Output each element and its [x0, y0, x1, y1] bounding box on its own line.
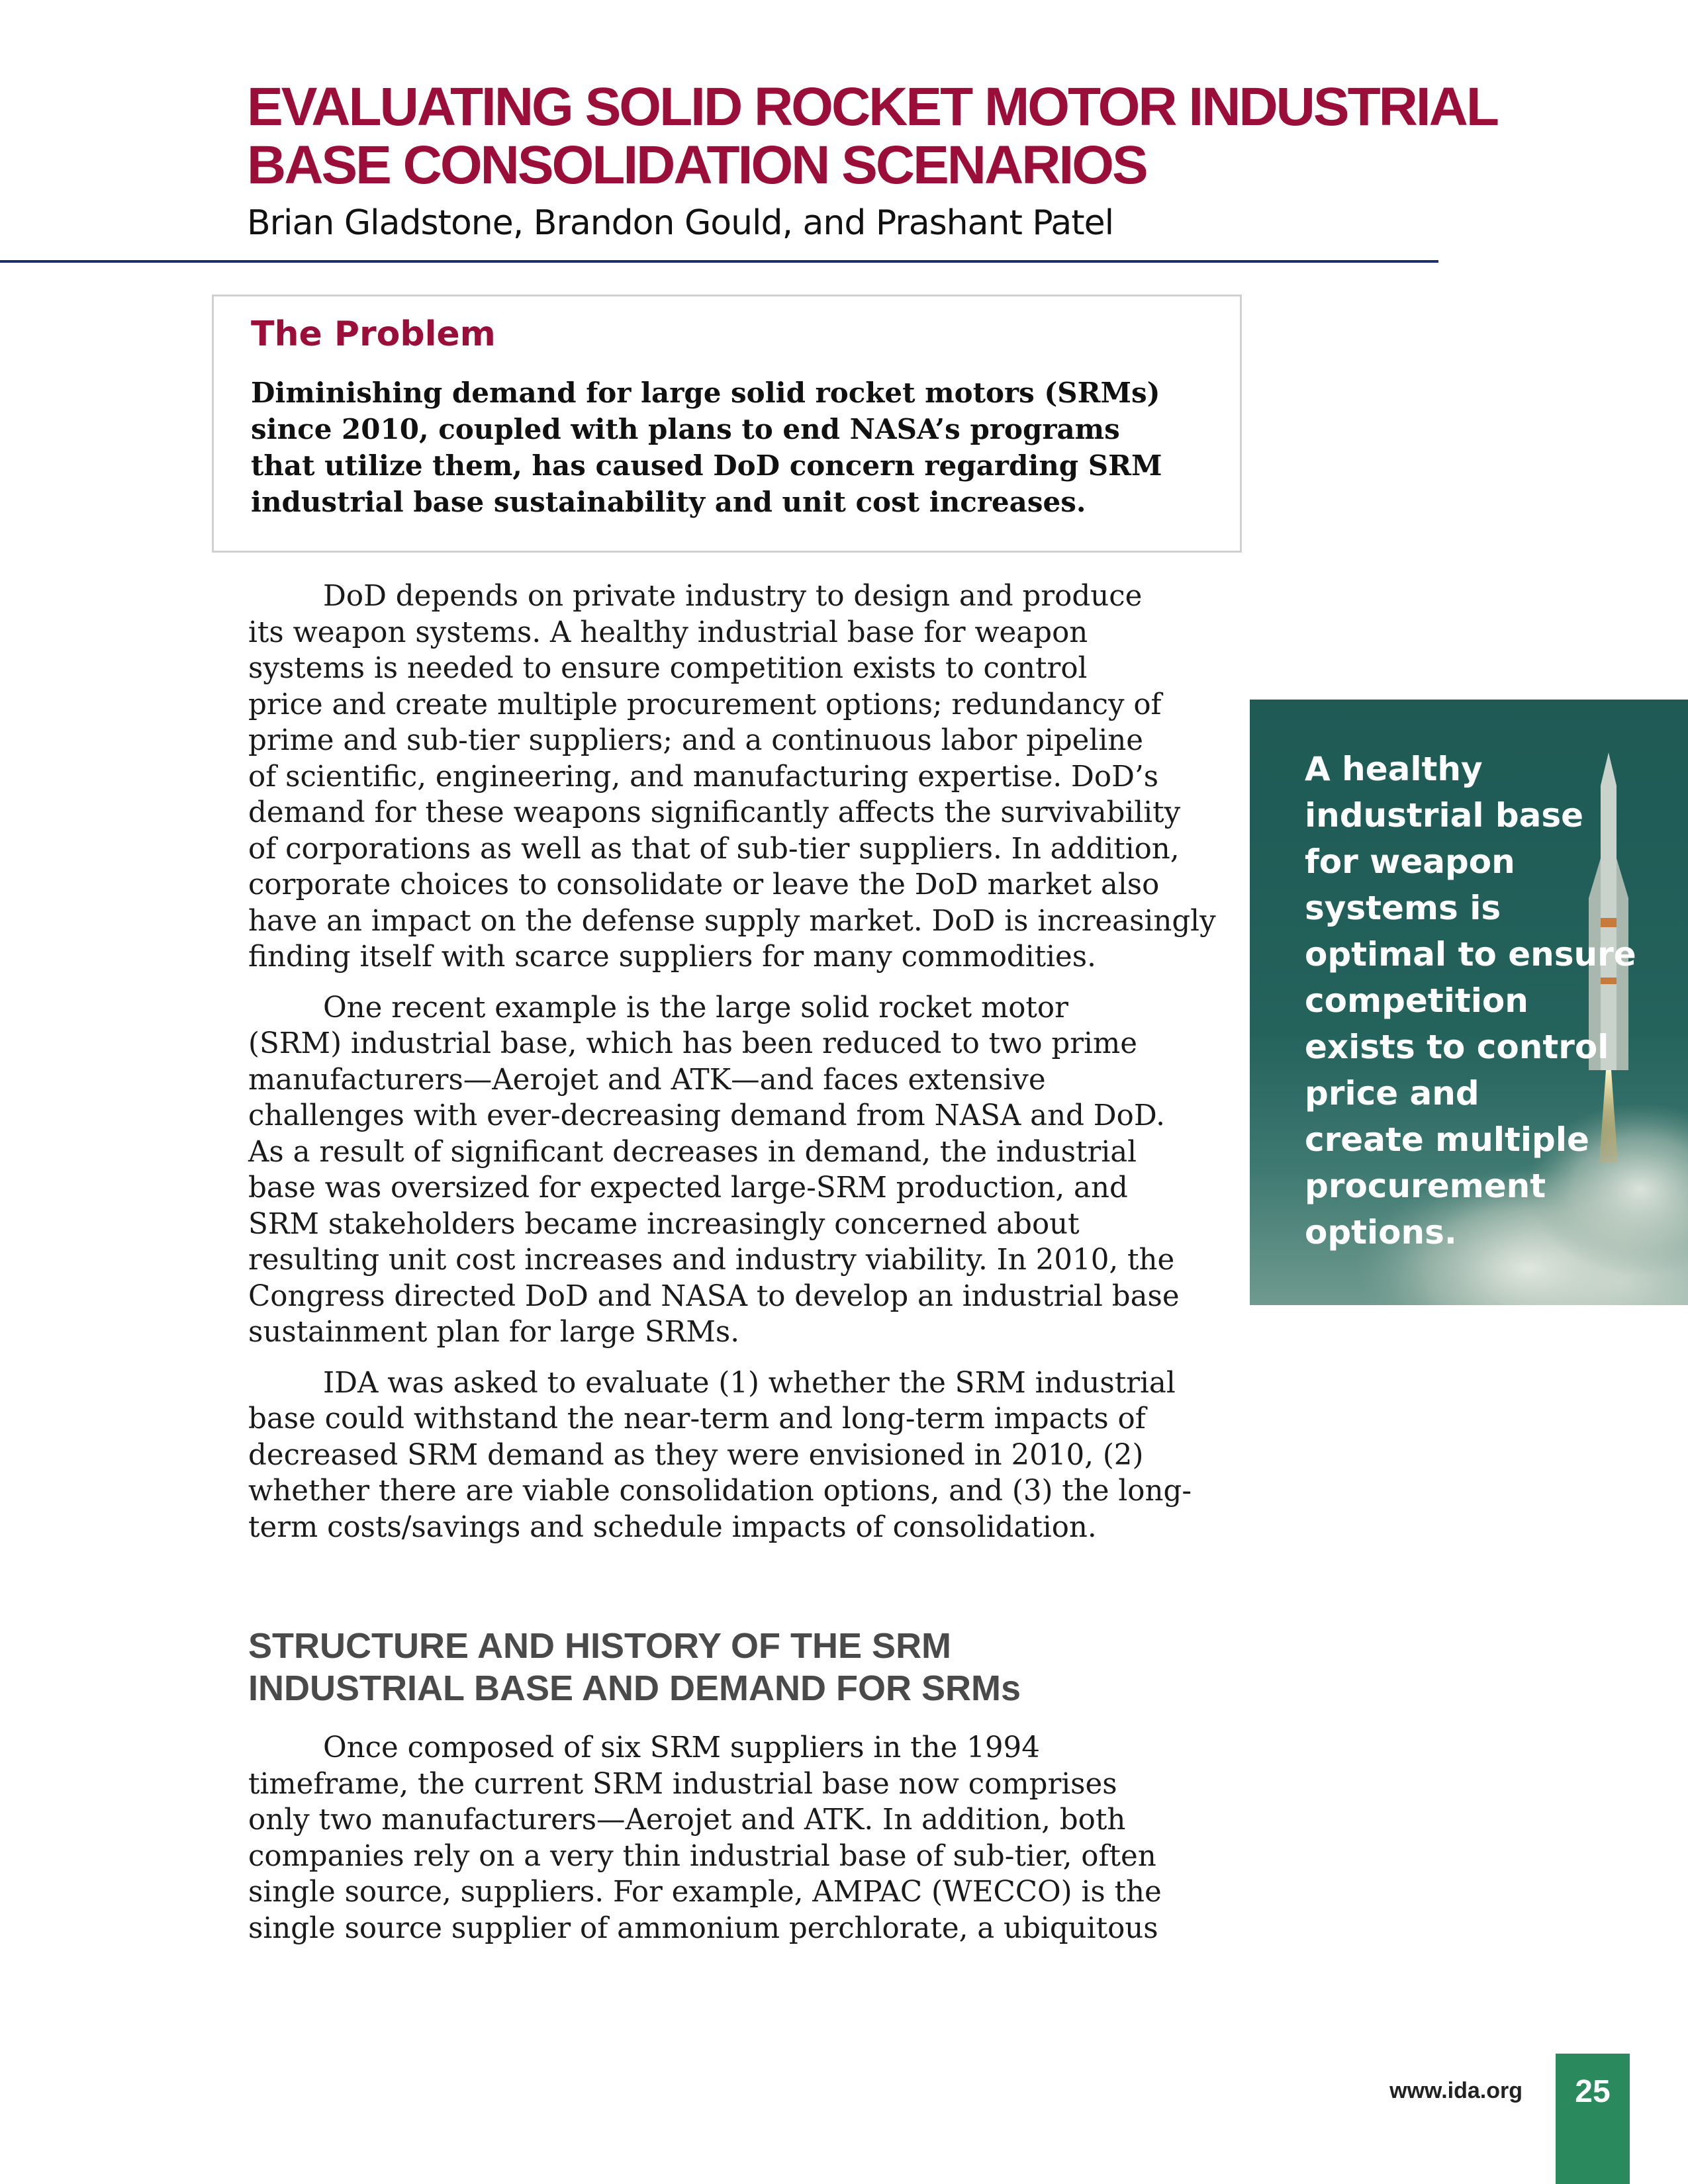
- text-line: IDA was asked to evaluate (1) whether the SRM industrial: [323, 1366, 1176, 1400]
- problem-line: Diminishing demand for large solid rocket motors (SRMs): [251, 377, 1160, 409]
- text-line: base could withstand the near-term and long-term impacts of: [248, 1402, 1146, 1435]
- authors: Brian Gladstone, Brandon Gould, and Prashant Patel: [247, 203, 1114, 243]
- article-title-line: EVALUATING SOLID ROCKET MOTOR INDUSTRIAL: [247, 77, 1497, 137]
- pull-quote-line: price and: [1305, 1074, 1479, 1113]
- pull-quote-callout: [1250, 700, 1688, 1305]
- text-line: challenges with ever-decreasing demand from NASA and DoD.: [248, 1099, 1165, 1132]
- text-line: decreased SRM demand as they were envisioned in 2010, (2): [248, 1438, 1144, 1472]
- pull-quote-line: options.: [1305, 1213, 1457, 1251]
- text-line: of scientific, engineering, and manufacturing expertise. DoD’s: [248, 760, 1159, 794]
- text-line: finding itself with scarce suppliers for many commodities.: [248, 940, 1096, 974]
- text-line: have an impact on the defense supply market. DoD is increasingly: [248, 904, 1216, 938]
- pull-quote-line: procurement: [1305, 1167, 1546, 1205]
- problem-line: since 2010, coupled with plans to end NASA’s programs: [251, 413, 1120, 445]
- main-body: [248, 578, 1228, 1560]
- pull-quote-line: exists to control: [1305, 1028, 1609, 1066]
- header-rule: [0, 260, 1438, 263]
- text-line: whether there are viable consolidation options, and (3) the long-: [248, 1475, 1192, 1508]
- text-line: base was oversized for expected large-SRM production, and: [248, 1171, 1128, 1205]
- text-line: As a result of significant decreases in demand, the industrial: [248, 1135, 1137, 1169]
- body-paragraph: [248, 990, 1228, 1351]
- problem-statement: [251, 375, 1191, 520]
- section-heading-line: INDUSTRIAL BASE AND DEMAND FOR SRMs: [248, 1668, 1021, 1708]
- text-line: Once composed of six SRM suppliers in the 1994: [323, 1731, 1040, 1764]
- text-line: sustainment plan for large SRMs.: [248, 1316, 740, 1349]
- problem-line: that utilize them, has caused DoD concern regarding SRM: [251, 449, 1162, 482]
- text-line: systems is needed to ensure competition exists to control: [248, 652, 1088, 685]
- pull-quote-line: competition: [1305, 981, 1528, 1020]
- page-number-tab: [1556, 2054, 1630, 2184]
- problem-box: [212, 295, 1242, 553]
- text-line: SRM stakeholders became increasingly concerned about: [248, 1207, 1080, 1241]
- footer-url-link[interactable]: www.ida.org: [1389, 2078, 1523, 2103]
- body-paragraph: [248, 578, 1228, 976]
- pull-quote-line: optimal to ensure: [1305, 935, 1636, 974]
- text-line: only two manufacturers—Aerojet and ATK. In addition, both: [248, 1803, 1126, 1837]
- pull-quote-text: [1305, 746, 1675, 1255]
- problem-line: industrial base sustainability and unit cost increases.: [251, 486, 1086, 518]
- text-line: companies rely on a very thin industrial base of sub-tier, often: [248, 1839, 1156, 1873]
- text-line: single source supplier of ammonium perchlorate, a ubiquitous: [248, 1911, 1158, 1945]
- text-line: resulting unit cost increases and industry viability. In 2010, the: [248, 1244, 1175, 1277]
- text-line: One recent example is the large solid rocket motor: [323, 991, 1068, 1024]
- problem-title: The Problem: [251, 314, 496, 354]
- text-line: of corporations as well as that of sub-tier suppliers. In addition,: [248, 832, 1180, 866]
- pull-quote-line: A healthy: [1305, 750, 1483, 788]
- text-line: manufacturers—Aerojet and ATK—and faces extensive: [248, 1063, 1046, 1097]
- text-line: its weapon systems. A healthy industrial base for weapon: [248, 615, 1088, 649]
- article-title: [247, 78, 1624, 195]
- section-body: [248, 1730, 1228, 1961]
- pull-quote-line: systems is: [1305, 889, 1501, 927]
- text-line: price and create multiple procurement options; redundancy of: [248, 688, 1162, 721]
- text-line: corporate choices to consolidate or leave the DoD market also: [248, 868, 1160, 901]
- page-number: 25: [1575, 2074, 1611, 2109]
- body-paragraph: [248, 1730, 1228, 1946]
- article-title-line: BASE CONSOLIDATION SCENARIOS: [247, 135, 1147, 195]
- text-line: term costs/savings and schedule impacts of consolidation.: [248, 1510, 1097, 1544]
- pull-quote-line: create multiple: [1305, 1120, 1589, 1159]
- pull-quote-line: industrial base: [1305, 796, 1584, 835]
- text-line: timeframe, the current SRM industrial base now comprises: [248, 1767, 1117, 1801]
- text-line: Congress directed DoD and NASA to develop an industrial base: [248, 1279, 1180, 1313]
- text-line: single source, suppliers. For example, AMPAC (WECCO) is the: [248, 1876, 1162, 1909]
- body-paragraph: [248, 1365, 1228, 1546]
- text-line: (SRM) industrial base, which has been reduced to two prime: [248, 1027, 1137, 1060]
- text-line: demand for these weapons significantly affects the survivability: [248, 796, 1181, 829]
- section-heading-line: STRUCTURE AND HISTORY OF THE SRM: [248, 1626, 952, 1666]
- section-heading: [248, 1625, 1241, 1709]
- text-line: DoD depends on private industry to design and produce: [323, 580, 1143, 613]
- text-line: prime and sub-tier suppliers; and a continuous labor pipeline: [248, 724, 1144, 757]
- pull-quote-line: for weapon: [1305, 842, 1515, 881]
